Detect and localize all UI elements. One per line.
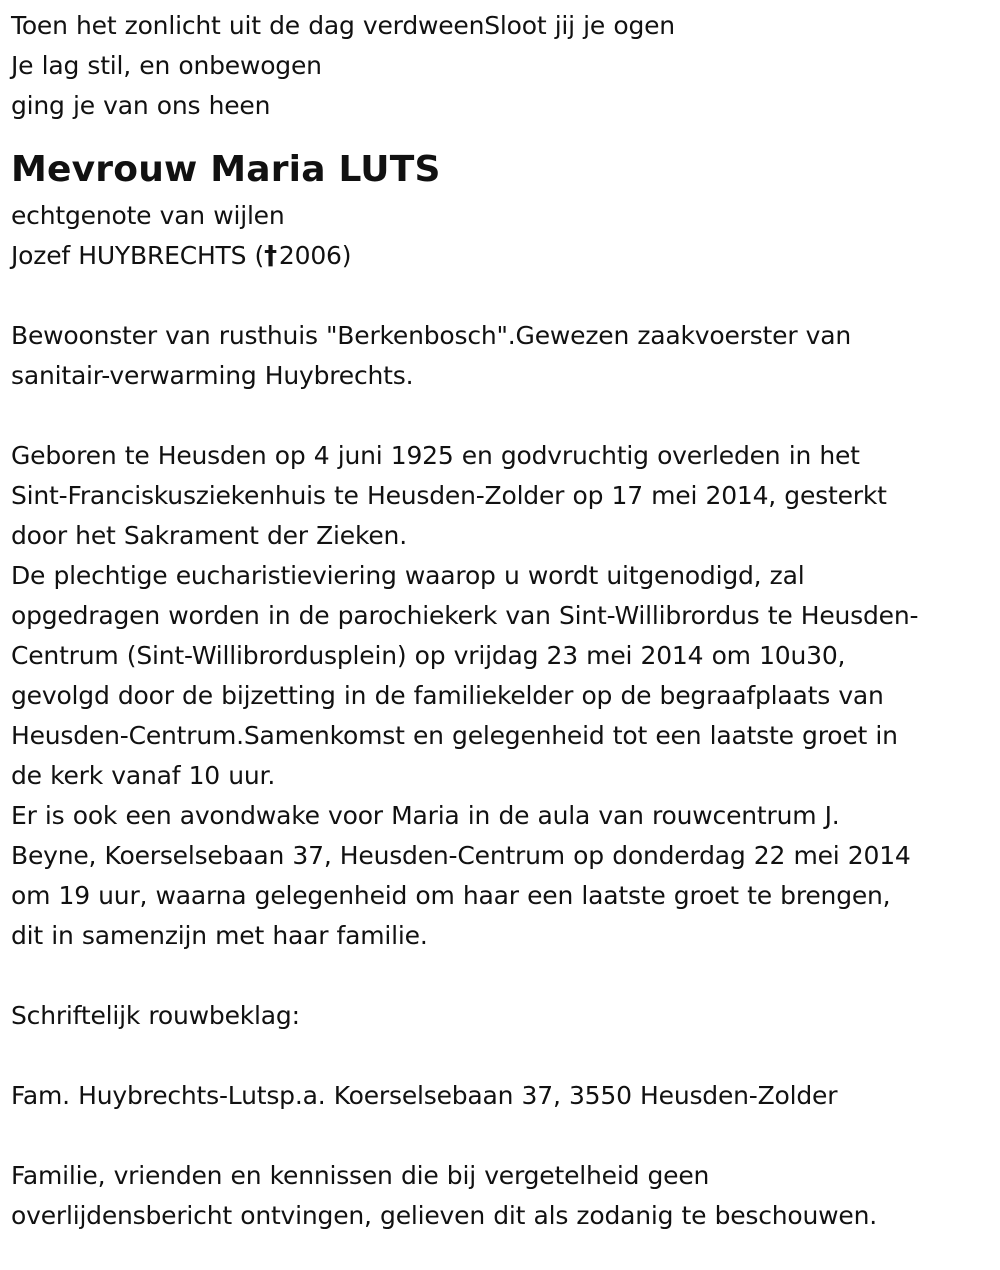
announcement-paragraph <box>11 436 993 956</box>
paragraph-line: Beyne, Koerselsebaan 37, Heusden-Centrum op donderdag 22 mei 2014 <box>11 841 911 870</box>
poem <box>11 6 993 126</box>
paragraph-line: Geboren te Heusden op 4 juni 1925 en godvruchtig overleden in het <box>11 441 860 470</box>
obituary-document <box>11 6 993 1236</box>
spacer <box>11 1036 993 1076</box>
paragraph-line: Er is ook een avondwake voor Maria in de aula van rouwcentrum J. <box>11 801 840 830</box>
family-address: Fam. Huybrechts-Lutsp.a. Koerselsebaan 37, 3550 Heusden-Zolder <box>11 1081 838 1110</box>
paragraph-line: dit in samenzijn met haar familie. <box>11 921 428 950</box>
paragraph-line: Heusden-Centrum.Samenkomst en gelegenheid tot een laatste groet in <box>11 721 898 750</box>
paragraph-line: opgedragen worden in de parochiekerk van Sint-Willibrordus te Heusden- <box>11 601 919 630</box>
spacer <box>11 1116 993 1156</box>
deceased-name: Mevrouw Maria LUTS <box>11 149 441 190</box>
residence-paragraph <box>11 316 993 396</box>
paragraph-line: Familie, vrienden en kennissen die bij vergetelheid geen <box>11 1161 710 1190</box>
spacer <box>11 956 993 996</box>
paragraph-line: Centrum (Sint-Willibrordusplein) op vrijdag 23 mei 2014 om 10u30, <box>11 641 846 670</box>
poem-line: ging je van ons heen <box>11 91 271 120</box>
paragraph-line: Sint-Franciskusziekenhuis te Heusden-Zolder op 17 mei 2014, gesterkt <box>11 481 887 510</box>
spacer <box>11 126 993 146</box>
paragraph-line: Bewoonster van rusthuis "Berkenbosch".Gewezen zaakvoerster van <box>11 321 852 350</box>
cross-icon: † <box>264 241 277 271</box>
poem-line: Toen het zonlicht uit de dag verdweenSloot jij je ogen <box>11 11 675 40</box>
spouse-name: Jozef HUYBRECHTS ( <box>11 241 265 270</box>
closing-paragraph <box>11 1156 993 1236</box>
paragraph-line: om 19 uur, waarna gelegenheid om haar een laatste groet te brengen, <box>11 881 891 910</box>
paragraph-line: gevolgd door de bijzetting in de familiekelder op de begraafplaats van <box>11 681 884 710</box>
spacer <box>11 396 993 436</box>
paragraph-line: de kerk vanaf 10 uur. <box>11 761 276 790</box>
paragraph-line: door het Sakrament der Zieken. <box>11 521 407 550</box>
relation-text: echtgenote van wijlen <box>11 201 285 230</box>
spacer <box>11 276 993 316</box>
condolence-label: Schriftelijk rouwbeklag: <box>11 1001 300 1030</box>
spouse-death-year: 2006) <box>278 241 352 270</box>
paragraph-line: sanitair-verwarming Huybrechts. <box>11 361 414 390</box>
paragraph-line: overlijdensbericht ontvingen, gelieven dit als zodanig te beschouwen. <box>11 1201 877 1230</box>
paragraph-line: De plechtige eucharistieviering waarop u wordt uitgenodigd, zal <box>11 561 805 590</box>
poem-line: Je lag stil, en onbewogen <box>11 51 322 80</box>
spouse-line <box>11 236 993 276</box>
